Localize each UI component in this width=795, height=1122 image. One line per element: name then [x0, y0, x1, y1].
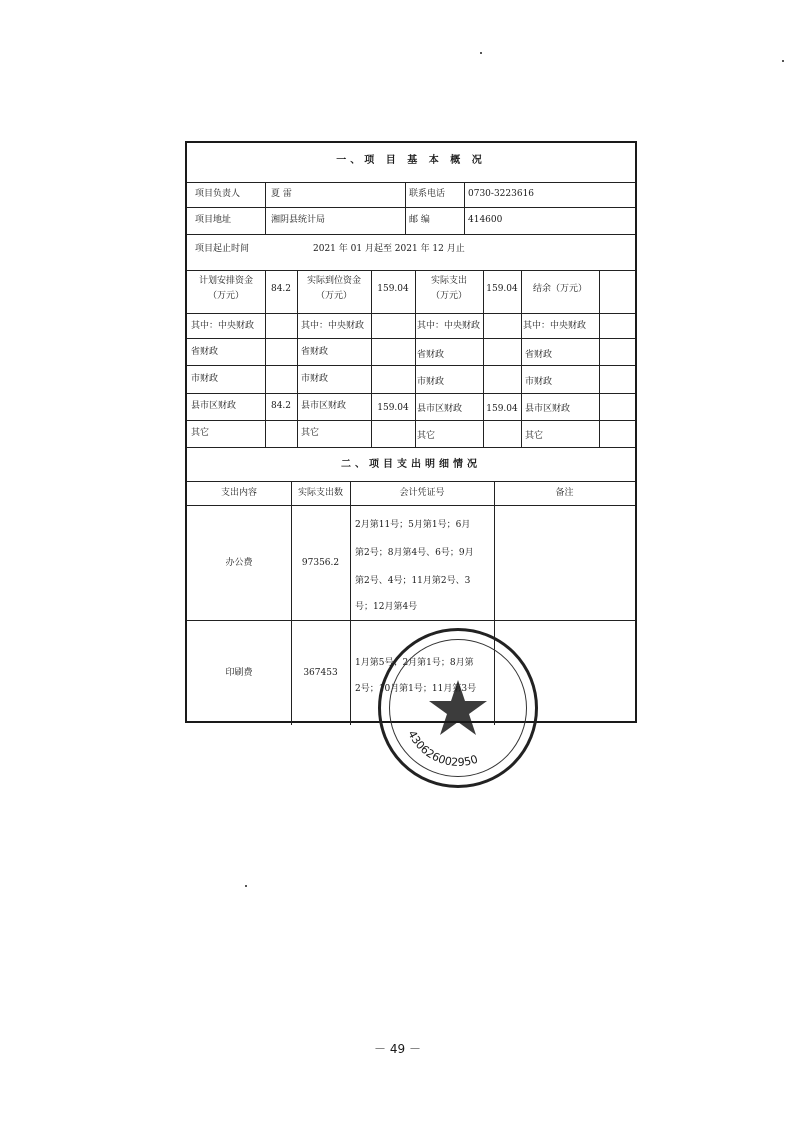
seal-star-icon: [378, 628, 538, 788]
item1-voucher-line4: 号；12月第4号: [355, 602, 418, 612]
item1-voucher-line2: 第2号；8月第4号、6号；9月: [355, 548, 474, 558]
balance-label: 结余（万元）: [532, 284, 587, 294]
actual-funds-label-2: （万元）: [315, 291, 352, 301]
actual-funds-label-1: 实际到位资金: [306, 276, 361, 286]
row1-label-spend: 其中：中央财政: [417, 321, 481, 331]
actual-funds-value: 159.04: [377, 284, 409, 294]
official-seal: [378, 628, 538, 788]
row5-label-spend: 其它: [417, 431, 436, 441]
row4-value-funds: 159.04: [377, 403, 409, 413]
svg-text:430626002950: [405, 728, 479, 769]
section1-title: 一、项 目 基 本 概 况: [336, 155, 486, 166]
row3-label-funds: 市财政: [301, 374, 329, 384]
actual-spend-value: 159.04: [486, 284, 518, 294]
header-content: 支出内容: [220, 488, 257, 498]
item1-content: 办公费: [225, 558, 253, 568]
address-value: 湘阴县统计局: [271, 215, 326, 225]
item1-voucher-line3: 第2号、4号；11月第2号、3: [355, 576, 471, 586]
item1-amount: 97356.2: [301, 558, 340, 568]
header-amount: 实际支出数: [297, 488, 343, 498]
actual-spend-label-2: （万元）: [430, 291, 467, 301]
scan-speck: [245, 885, 247, 887]
item2-content: 印刷费: [225, 668, 253, 678]
row5-label-balance: 其它: [525, 431, 544, 441]
row2-label-plan: 省财政: [191, 347, 219, 357]
plan-label-1: 计划安排资金: [198, 276, 253, 286]
row5-label-funds: 其它: [301, 428, 320, 438]
row2-label-spend: 省财政: [417, 350, 445, 360]
row1-label-funds: 其中：中央财政: [301, 321, 365, 331]
header-voucher: 会计凭证号: [399, 488, 445, 498]
row2-label-balance: 省财政: [525, 350, 553, 360]
row1-label-balance: 其中：中央财政: [523, 321, 587, 331]
row4-label-funds: 县市区财政: [301, 401, 347, 411]
item1-voucher-line1: 2月第11号；5月第1号；6月: [355, 520, 471, 530]
row4-label-balance: 县市区财政: [525, 404, 571, 414]
row3-label-plan: 市财政: [191, 374, 219, 384]
row4-value-plan: 84.2: [270, 401, 292, 411]
period-label: 项目起止时间: [195, 244, 250, 254]
header-note: 备注: [555, 488, 574, 498]
row4-label-spend: 县市区财政: [417, 404, 463, 414]
page-number: － 49 －: [374, 1042, 421, 1056]
seal-number: 430626002950: [405, 728, 480, 769]
period-value: 2021 年 01 月起至 2021 年 12 月止: [313, 244, 465, 254]
leader-label: 项目负责人: [195, 189, 241, 199]
row3-label-balance: 市财政: [525, 377, 553, 387]
row4-label-plan: 县市区财政: [191, 401, 237, 411]
postcode-label: 邮 编: [409, 215, 430, 225]
plan-label-2: （万元）: [207, 291, 244, 301]
item2-voucher-line2: 2号；10月第1号；11月第3号: [355, 684, 477, 694]
address-label: 项目地址: [195, 215, 232, 225]
item2-voucher-line1: 1月第5号；2月第1号；8月第: [355, 658, 474, 668]
row4-value-spend: 159.04: [486, 404, 518, 414]
section2-title: 二、项目支出明细情况: [341, 459, 481, 470]
row3-label-spend: 市财政: [417, 377, 445, 387]
postcode-value: 414600: [468, 215, 503, 225]
scan-speck: [782, 60, 784, 62]
plan-value: 84.2: [270, 284, 292, 294]
row5-label-plan: 其它: [191, 428, 210, 438]
actual-spend-label-1: 实际支出: [430, 276, 467, 286]
item2-amount: 367453: [303, 668, 338, 678]
leader-value: 夏 雷: [271, 189, 292, 199]
row1-label-plan: 其中：中央财政: [191, 321, 255, 331]
phone-label: 联系电话: [409, 189, 446, 199]
phone-value: 0730-3223616: [468, 189, 535, 199]
row2-label-funds: 省财政: [301, 347, 329, 357]
scan-speck: [480, 52, 482, 54]
